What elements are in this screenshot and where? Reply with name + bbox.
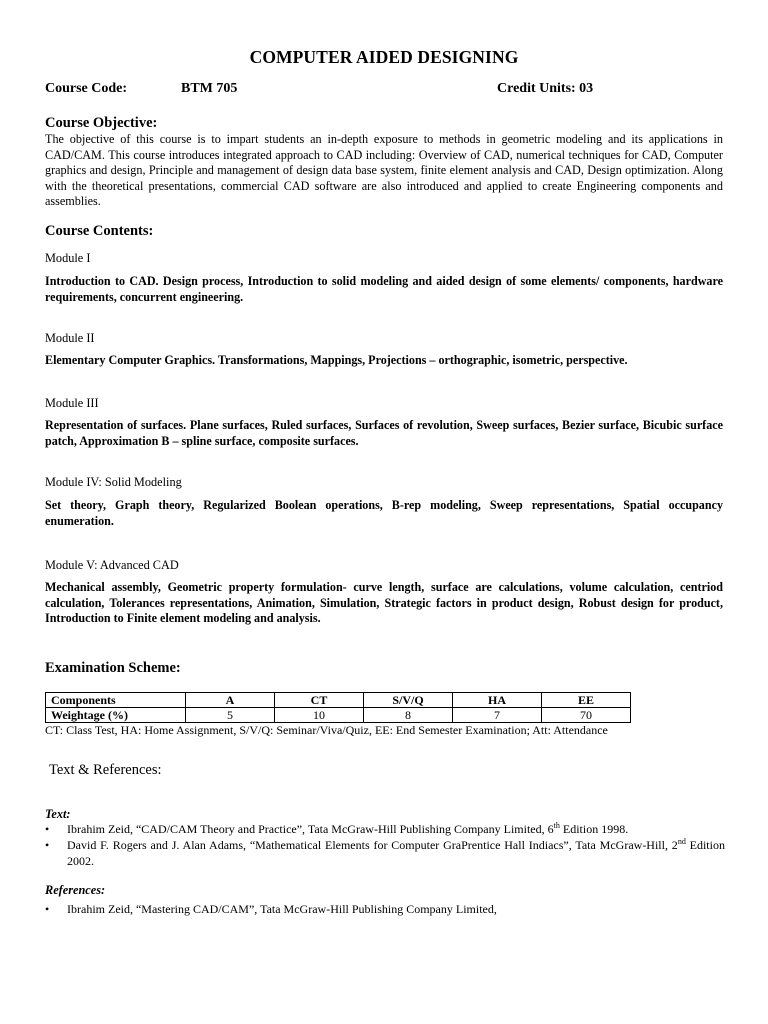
reference-item: Ibrahim Zeid, “Mastering CAD/CAM”, Tata McGraw-Hill Publishing Company Limited, <box>67 902 497 916</box>
module-label: Module II <box>45 331 95 345</box>
table-cell: 5 <box>186 708 275 723</box>
module-label: Module III <box>45 396 99 410</box>
course-code-value: BTM 705 <box>181 81 238 96</box>
page-title: COMPUTER AIDED DESIGNING <box>249 47 519 67</box>
table-header-cell: S/V/Q <box>364 693 453 708</box>
table-cell: 7 <box>453 708 542 723</box>
bullet-icon: • <box>45 902 50 916</box>
table-header-cell: A <box>186 693 275 708</box>
module-label: Module I <box>45 251 91 265</box>
module-body: Introduction to CAD. Design process, Introduction to solid modeling and aided design of some elements/ components, hardware requirements, concurrent engineering. <box>45 274 723 304</box>
refs-heading: Text & References: <box>49 762 162 778</box>
table-cell: 70 <box>542 708 631 723</box>
objective-heading: Course Objective: <box>45 115 158 131</box>
module-body: Set theory, Graph theory, Regularized Boolean operations, B-rep modeling, Sweep representations, Spatial occupancy enumeration. <box>45 498 723 528</box>
table-row <box>46 708 631 723</box>
table-header-cell: EE <box>542 693 631 708</box>
text-label: Text: <box>45 807 71 821</box>
module-body: Representation of surfaces. Plane surfaces, Ruled surfaces, Surfaces of revolution, Sweep surfaces, Bezier surface, Bicubic surface patch, Approximation B – spline surface, composite surfaces. <box>45 418 723 448</box>
bullet-icon: • <box>45 822 50 836</box>
table-header-cell: Components <box>46 693 186 708</box>
text-item: David F. Rogers and J. Alan Adams, “Mathematical Elements for Computer GraPrentice Hall Indiacs”, Tata McGraw-Hill, 2nd Edition 2002. <box>67 837 725 868</box>
exam-table <box>45 692 631 723</box>
module-label: Module IV: Solid Modeling <box>45 475 182 489</box>
course-code-label: Course Code: <box>45 81 128 96</box>
table-cell: Weightage (%) <box>46 708 186 723</box>
bullet-icon: • <box>45 838 50 852</box>
table-cell: 10 <box>275 708 364 723</box>
references-label: References: <box>45 883 106 897</box>
text-item: Ibrahim Zeid, “CAD/CAM Theory and Practice”, Tata McGraw-Hill Publishing Company Limited, 6th Edition 1998. <box>67 821 629 836</box>
table-cell: 8 <box>364 708 453 723</box>
credit-units: Credit Units: 03 <box>497 81 594 96</box>
table-row <box>46 693 631 708</box>
list-item <box>45 902 725 918</box>
list-item <box>45 822 725 838</box>
module-label: Module V: Advanced CAD <box>45 558 179 572</box>
table-header-cell: CT <box>275 693 364 708</box>
list-item <box>45 838 725 870</box>
module-body: Elementary Computer Graphics. Transformations, Mappings, Projections – orthographic, isometric, perspective. <box>45 353 628 367</box>
exam-note: CT: Class Test, HA: Home Assignment, S/V/Q: Seminar/Viva/Quiz, EE: End Semester Examination; Att: Attendance <box>45 723 608 737</box>
contents-heading: Course Contents: <box>45 223 154 239</box>
module-body: Mechanical assembly, Geometric property formulation- curve length, surface are calculations, volume calculation, centriod calculation, Tolerances representations, Animation, Simulation, Strategic factors in product design, Robust design for product, Introduction to Finite element modeling and analysis. <box>45 580 723 625</box>
exam-heading: Examination Scheme: <box>45 660 181 676</box>
table-header-cell: HA <box>453 693 542 708</box>
objective-text: The objective of this course is to impart students an in-depth exposure to methods in geometric modeling and its applications in CAD/CAM. This course introduces integrated approach to CAD including: Overview of CAD, numerical techniques for CAD, Computer graphics and design, Principle and management of design data base system, finite element analysis and CAD, Design optimization. Along with the theoretical presentations, commercial CAD software are also introduced and applied to create Engineering components and assemblies. <box>45 132 723 208</box>
